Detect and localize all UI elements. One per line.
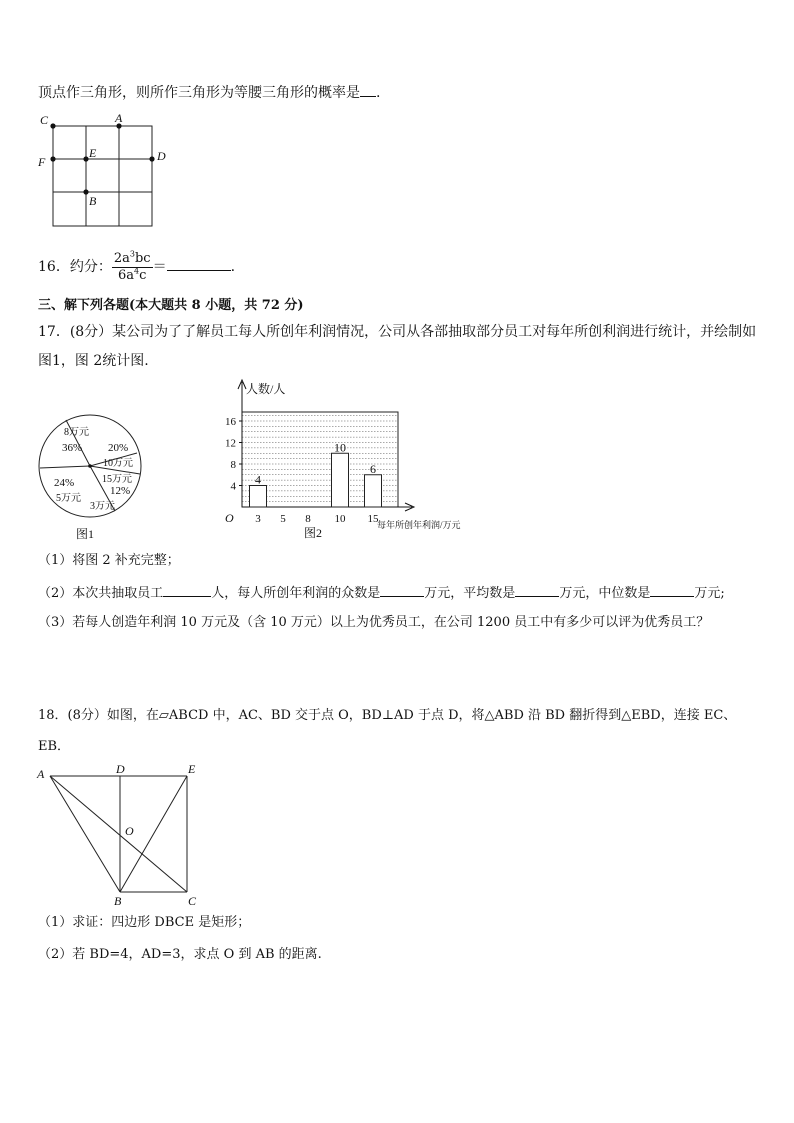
q17-blank-median bbox=[650, 582, 694, 597]
q16-numerator: $2a^3bc$ bbox=[113, 249, 151, 266]
q15-end: . bbox=[376, 85, 381, 101]
label-d: D bbox=[157, 149, 166, 163]
q17-sub3: （3）若每人创造年利润 10 万元及（含 10 万元）以上为优秀员工，在公司 1200 员工中有多少可以评为优秀员工？ bbox=[38, 615, 710, 630]
q18-line1: 18．(8分）如图，在▱ABCD 中，AC、BD 交于点 O，BD⊥AD 于点 D，将△ABD 沿 BD 翻折得到△EBD，连接 EC、 bbox=[38, 708, 737, 723]
bar-3 bbox=[250, 486, 267, 508]
q15-grid-figure bbox=[34, 110, 174, 230]
bar-value-label-10: 10 bbox=[334, 440, 346, 455]
q15-text bbox=[38, 82, 380, 103]
fig-label-d: D bbox=[116, 762, 125, 776]
q16-blank bbox=[167, 256, 231, 271]
q17-sub2-a: （2）本次共抽取员工 bbox=[38, 586, 164, 601]
q18-sub1: （1）求证：四边形 DBCE 是矩形； bbox=[38, 915, 251, 930]
segment-ac bbox=[50, 776, 187, 892]
fig-label-e: E bbox=[188, 762, 196, 776]
pie-label-3: 3万元 bbox=[90, 501, 115, 512]
point-d bbox=[149, 156, 154, 161]
bar-10 bbox=[332, 453, 349, 507]
q18-line2: EB． bbox=[38, 739, 71, 754]
q17-sub2 bbox=[38, 582, 725, 604]
bar-15 bbox=[365, 475, 382, 507]
section-3-title: 三、解下列各题(本大题共 8 小题，共 72 分) bbox=[38, 298, 304, 313]
grid-border bbox=[53, 126, 152, 226]
point-f bbox=[50, 156, 55, 161]
bar-y-tick-label: 8 bbox=[230, 459, 236, 471]
segment-ab bbox=[50, 776, 120, 892]
fig-label-o: O bbox=[125, 824, 134, 838]
pie-divider-5 bbox=[40, 466, 90, 468]
q16-end: . bbox=[230, 259, 236, 275]
q17-blank-mean bbox=[515, 582, 559, 597]
bar-y-tick-label: 4 bbox=[230, 480, 236, 493]
bar-value-label-15: 6 bbox=[370, 461, 376, 476]
bar-y-axis-label: 人数/人 bbox=[246, 382, 286, 396]
q17-line2: 图1，图 2统计图. bbox=[38, 353, 149, 369]
q17-blank-count bbox=[163, 582, 211, 597]
pie-label-8: 8万元 bbox=[64, 427, 89, 438]
bar-x-axis-label: 每年所创年利润/万元 bbox=[377, 520, 461, 530]
label-b: B bbox=[89, 194, 97, 208]
q16-fraction bbox=[112, 251, 153, 284]
pie-pct-10: 20% bbox=[108, 442, 129, 454]
q17-sub2-e: 万元; bbox=[694, 586, 725, 601]
bar-y-tick-label: 16 bbox=[225, 416, 236, 428]
q17-sub2-b: 人，每人所创年利润的众数是 bbox=[211, 586, 381, 601]
bar-origin-label: O bbox=[225, 511, 234, 525]
bar-marks bbox=[250, 440, 382, 507]
q17-blank-mode bbox=[380, 582, 424, 597]
q15-blank bbox=[360, 82, 376, 97]
pie-pct-5: 24% bbox=[54, 477, 75, 489]
q17-sub2-c: 万元，平均数是 bbox=[424, 586, 516, 601]
bar-x-tick-label: 3 bbox=[255, 513, 261, 525]
bar-value-label-3: 4 bbox=[255, 472, 261, 487]
q17-sub1: （1）将图 2 补充完整； bbox=[38, 553, 180, 568]
label-a: A bbox=[115, 111, 123, 125]
pie-caption: 图1 bbox=[76, 527, 95, 541]
pie-label-15: 15万元 bbox=[102, 474, 132, 485]
q16-text bbox=[38, 250, 235, 284]
bar-x-tick-label: 5 bbox=[280, 513, 286, 525]
pie-label-10: 10万元 bbox=[103, 458, 133, 469]
fig-label-a: A bbox=[37, 767, 45, 781]
q17-line1: 17．(8分）某公司为了了解员工每人所创年利润情况，公司从各部抽取部分员工对每年所创利润进行统计，并绘制如 bbox=[38, 324, 757, 340]
bar-x-tick-label: 15 bbox=[367, 513, 379, 525]
q16-equals: ＝ bbox=[152, 259, 167, 275]
pie-pct-8: 36% bbox=[62, 442, 83, 454]
q18-sub2: （2）若 BD=4，AD=3，求点 O 到 AB 的距离. bbox=[38, 947, 322, 962]
q16-prefix: 16．约分： bbox=[38, 259, 112, 275]
q18-figure bbox=[34, 760, 209, 908]
bar-chart bbox=[216, 376, 482, 542]
point-e bbox=[83, 156, 88, 161]
q16-denominator: $6a^4c$ bbox=[117, 266, 147, 283]
q17-sub2-d: 万元，中位数是 bbox=[559, 586, 651, 601]
q15-tail: 顶点作三角形，则所作三角形为等腰三角形的概率是 bbox=[38, 85, 360, 101]
label-c: C bbox=[40, 113, 49, 127]
bar-y-tick-label: 12 bbox=[225, 437, 236, 450]
point-b bbox=[83, 189, 88, 194]
fig-label-b: B bbox=[114, 894, 122, 908]
pie-pct-15: 12% bbox=[110, 485, 131, 497]
label-e: E bbox=[89, 146, 97, 160]
point-c bbox=[50, 123, 55, 128]
bar-x-tick-label: 10 bbox=[334, 513, 346, 525]
bar-x-tick-label: 8 bbox=[305, 513, 311, 525]
bar-caption: 图2 bbox=[304, 526, 323, 540]
pie-chart bbox=[36, 414, 156, 544]
label-f: F bbox=[38, 155, 46, 169]
bar-tick-labels bbox=[225, 416, 379, 525]
fig-label-c: C bbox=[188, 894, 197, 908]
pie-label-5: 5万元 bbox=[56, 493, 81, 504]
